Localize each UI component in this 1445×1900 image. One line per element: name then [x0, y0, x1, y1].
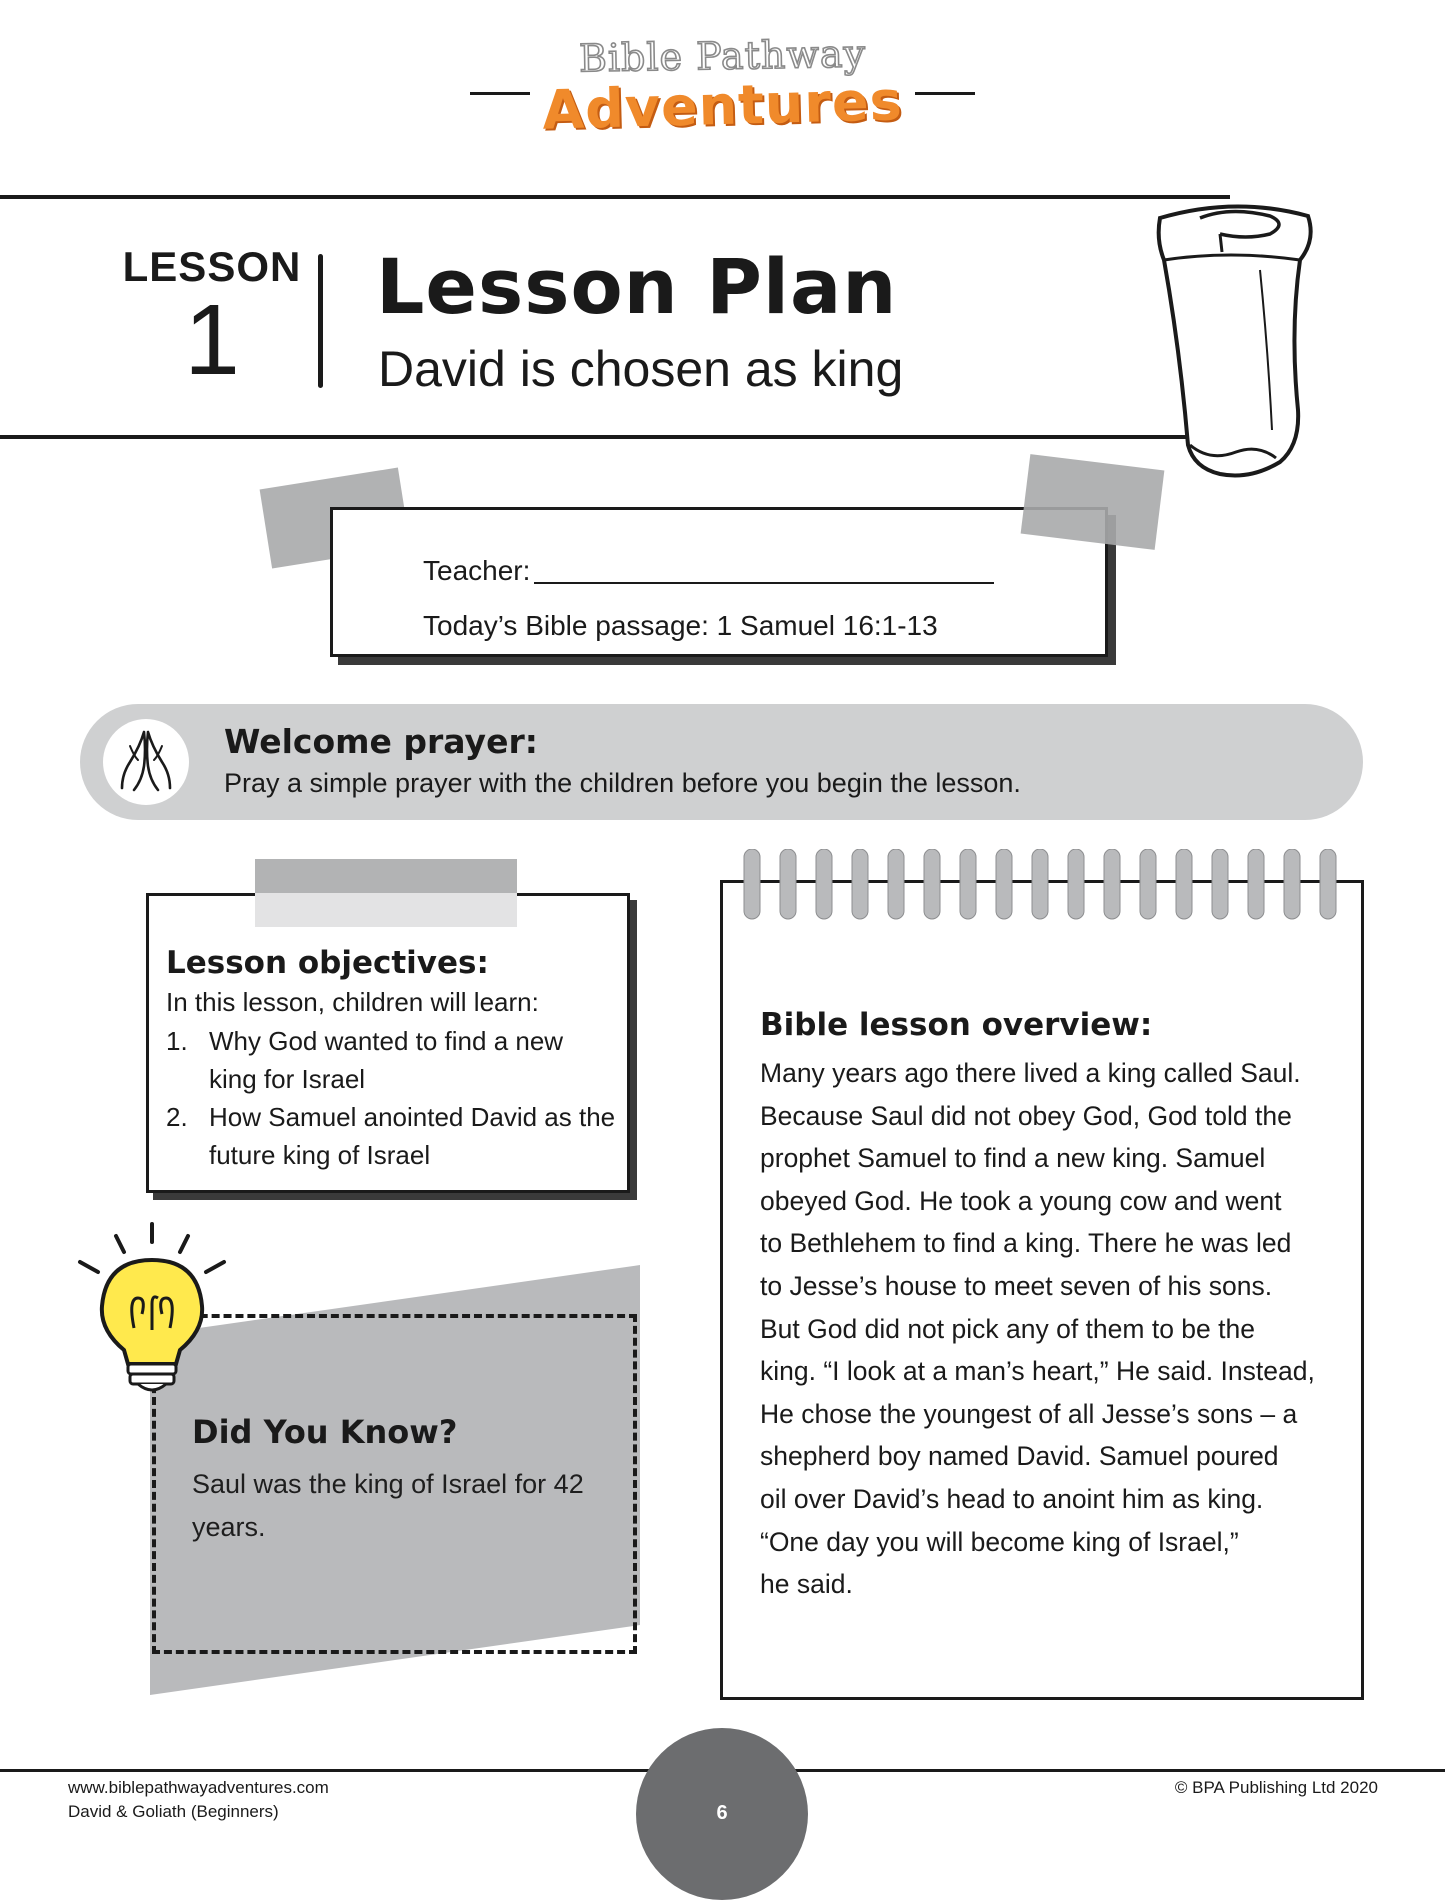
overview-line: he said.	[760, 1569, 853, 1600]
objectives-tape-lower	[255, 893, 517, 927]
list-item-text: Why God wanted to find a new king for Israel	[209, 1026, 564, 1094]
overview-title: Bible lesson overview:	[760, 1007, 1153, 1043]
header-divider	[318, 254, 323, 388]
overview-line: king. “I look at a man’s heart,” He said. Instead,	[760, 1356, 1315, 1387]
overview-line: Many years ago there lived a king called Saul.	[760, 1058, 1301, 1088]
prayer-title: Welcome prayer:	[224, 722, 538, 761]
overview-line: to Bethlehem to find a king. There he was led	[760, 1228, 1292, 1259]
logo-top-text: Bible Pathway	[578, 31, 867, 81]
lesson-label: LESSON	[122, 243, 302, 290]
list-item-text: How Samuel anointed David as the future king of Israel	[209, 1102, 616, 1170]
page-number: 6	[716, 1802, 728, 1824]
bible-passage: Today’s Bible passage: 1 Samuel 16:1-13	[423, 610, 938, 641]
did-you-know-text: Saul was the king of Israel for 42 years.	[192, 1469, 584, 1542]
overview-line: Because Saul did not obey God, God told the	[760, 1100, 1292, 1131]
overview-line: But God did not pick any of them to be the	[760, 1313, 1255, 1344]
overview-line: prophet Samuel to find a new king. Samuel	[760, 1143, 1266, 1174]
objectives-tape	[255, 859, 517, 893]
prayer-text: Pray a simple prayer with the children before you begin the lesson.	[224, 768, 1021, 798]
teacher-field	[423, 555, 994, 587]
overview-line: to Jesse’s house to meet seven of his sons.	[760, 1270, 1273, 1301]
list-item	[166, 1098, 616, 1174]
footer-copyright: © BPA Publishing Ltd 2020	[1174, 1778, 1378, 1797]
lightbulb-icon	[72, 1218, 232, 1398]
footer-url[interactable]: www.biblepathwayadventures.com	[68, 1778, 329, 1797]
footer-book-title: David & Goliath (Beginners)	[68, 1802, 279, 1821]
logo-bottom-text: Adventures	[541, 69, 904, 142]
lesson-number: 1	[184, 284, 240, 396]
list-item-number: 2.	[166, 1102, 188, 1132]
did-you-know-title: Did You Know?	[192, 1413, 458, 1451]
overview-line: “One day you will become king of Israel,”	[760, 1526, 1239, 1557]
praying-hands-icon	[100, 716, 192, 808]
page-title: Lesson Plan	[376, 242, 898, 331]
teacher-blank-line[interactable]	[534, 582, 994, 584]
overview-line: oil over David’s head to anoint him as king.	[760, 1483, 1264, 1514]
list-item	[166, 1022, 616, 1098]
overview-line: He chose the youngest of all Jesse’s sons – a	[760, 1398, 1298, 1429]
objectives-title: Lesson objectives:	[166, 945, 489, 981]
scroll-icon	[1150, 200, 1320, 490]
page-subtitle: David is chosen as king	[378, 341, 904, 397]
list-item-number: 1.	[166, 1026, 188, 1056]
brand-logo	[470, 30, 975, 140]
overview-text	[760, 1052, 1340, 1606]
objectives-intro: In this lesson, children will learn:	[166, 987, 539, 1017]
overview-line: obeyed God. He took a young cow and went	[760, 1185, 1282, 1216]
notebook-rings	[740, 849, 1350, 921]
overview-line: shepherd boy named David. Samuel poured	[760, 1441, 1279, 1472]
teacher-label: Teacher:	[423, 555, 531, 586]
tape-right	[1021, 454, 1165, 550]
